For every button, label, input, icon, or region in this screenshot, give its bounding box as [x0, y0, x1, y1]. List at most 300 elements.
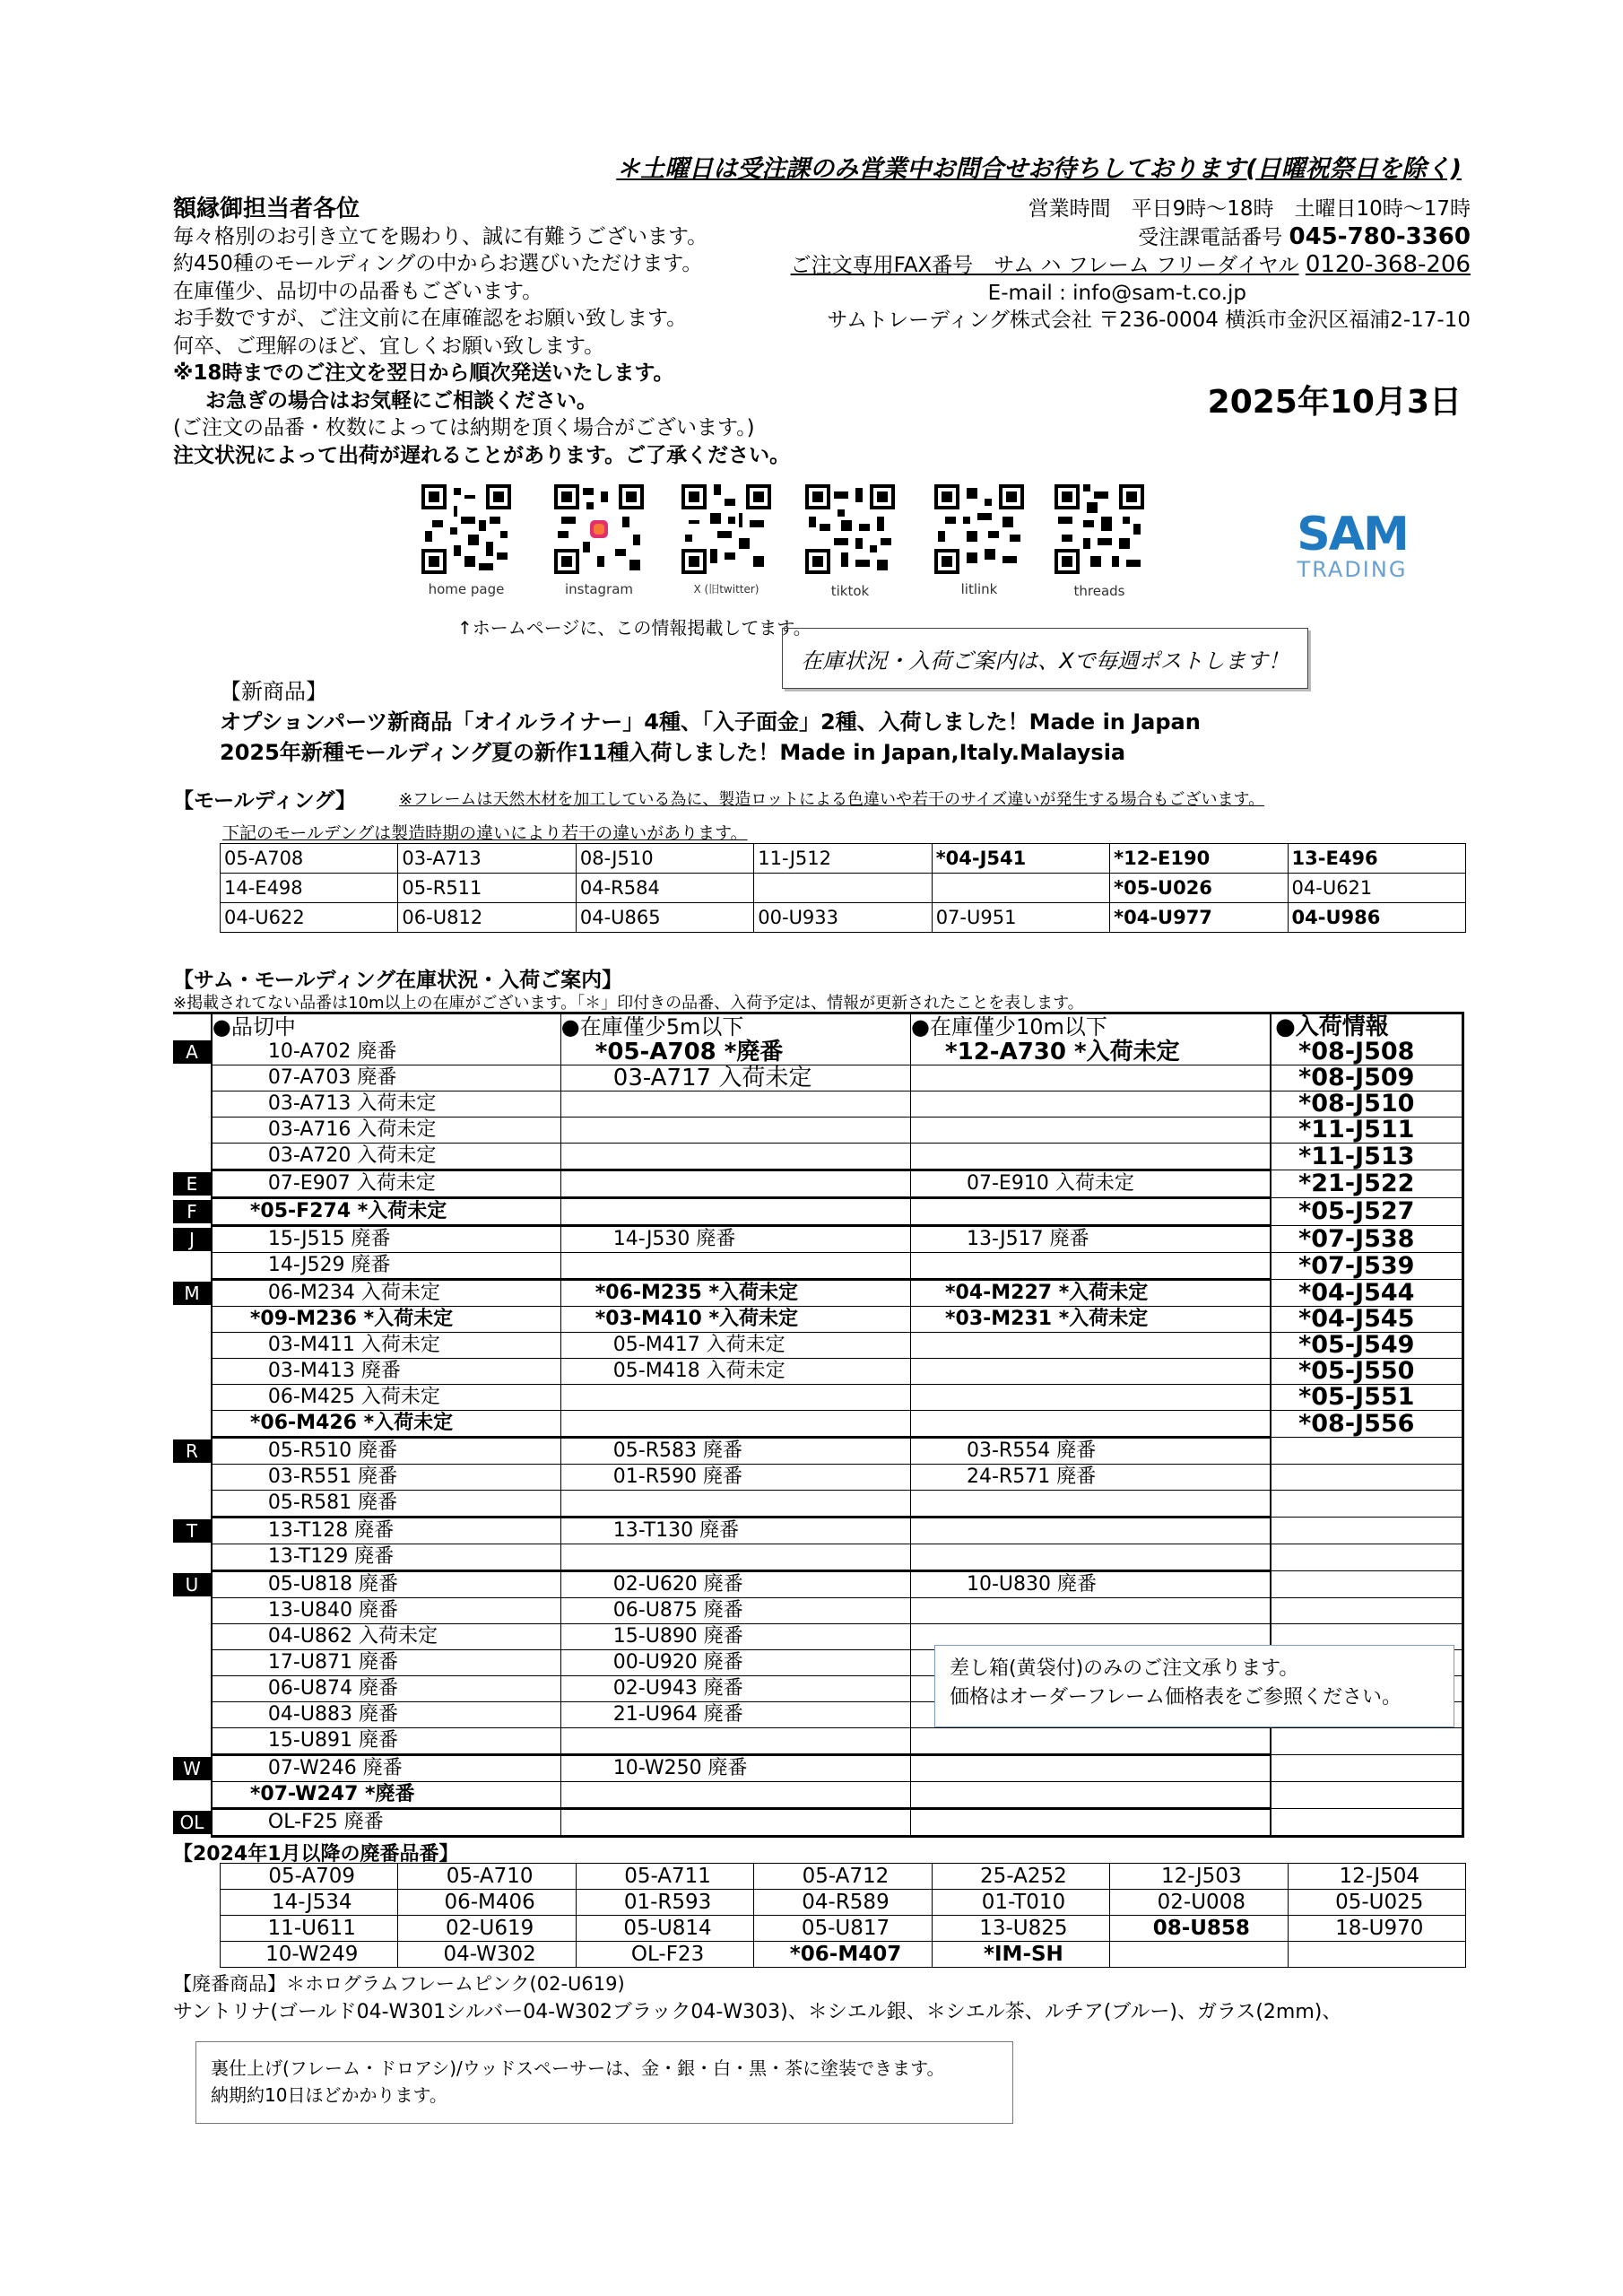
table-row: [221, 1890, 1466, 1916]
table-cell: 11-J512: [754, 844, 932, 874]
qr-code-icon: [421, 484, 511, 574]
table-row: [173, 1198, 1463, 1226]
table-row: [173, 1144, 1463, 1170]
stock-5m-cell: [560, 1728, 910, 1755]
qr-label: litlink: [960, 581, 998, 597]
qr-x[interactable]: [681, 484, 771, 578]
table-cell: 05-A708: [221, 844, 398, 874]
stock-5m-cell: 15-U890 廃番: [560, 1624, 910, 1650]
group-letter-cell: [173, 1307, 212, 1333]
table-cell: 14-J534: [221, 1890, 398, 1916]
arrival-cell: [1271, 1728, 1462, 1755]
table-cell: *04-J541: [932, 844, 1109, 874]
qr-label: instagram: [564, 581, 634, 597]
table-cell: 04-R584: [576, 874, 753, 903]
qr-label: tiktok: [830, 583, 870, 599]
table-cell: 05-A710: [398, 1864, 576, 1890]
greeting-line: お手数ですが、ご注文前に在庫確認をお願い致します。: [173, 307, 688, 330]
stock-out-cell: 10-A702 廃番: [212, 1039, 560, 1065]
x-post-note: 在庫状況・入荷ご案内は、Xで毎週ポストします！: [782, 628, 1308, 689]
stock-10m-cell: 07-E910 入荷未定: [911, 1170, 1271, 1198]
group-letter: R: [173, 1439, 211, 1463]
table-cell: 00-U933: [754, 903, 932, 933]
arrival-cell: *04-J544: [1271, 1280, 1462, 1307]
discontinued-heading: 【2024年1月以降の廃番品番】: [173, 1843, 459, 1866]
molding-note: ※フレームは天然木材を加工している為に、製造ロットによる色違いや若干のサイズ違いが発生する場合もございます。: [399, 790, 1265, 809]
stock-10m-cell: [911, 1198, 1271, 1226]
qr-label: home page: [428, 581, 505, 597]
arrival-cell: [1271, 1598, 1462, 1624]
group-letter-cell: [173, 1065, 212, 1091]
saturday-notice: ＊土曜日は受注課のみ営業中お問合せお待ちしております(日曜祝祭日を除く): [616, 155, 1462, 183]
arrival-cell: [1271, 1491, 1462, 1518]
group-letter-cell: [173, 1702, 212, 1728]
new-products-line: オプションパーツ新商品「オイルライナー」4種、「入子面金」2種、入荷しました！Made in Japan: [220, 709, 1201, 735]
arrival-cell: [1271, 1438, 1462, 1465]
stock-10m-cell: [911, 1598, 1271, 1624]
arrival-cell: *08-J510: [1271, 1091, 1462, 1118]
stock-header-row: [173, 1013, 1463, 1040]
stock-5m-cell: 05-M418 入荷未定: [560, 1359, 910, 1385]
stock-5m-cell: [560, 1253, 910, 1280]
stock-5m-cell: [560, 1170, 910, 1198]
stock-10m-cell: 24-R571 廃番: [911, 1465, 1271, 1491]
discontinued-table: [220, 1863, 1466, 1968]
group-letter-cell: [173, 1198, 212, 1226]
stock-5m-cell: 06-U875 廃番: [560, 1598, 910, 1624]
arrival-cell: [1271, 1809, 1462, 1837]
arrival-cell: *05-J551: [1271, 1385, 1462, 1411]
greeting-line: 在庫僅少、品切中の品番もございます。: [173, 279, 543, 303]
table-row: [173, 1465, 1463, 1491]
group-letter: T: [173, 1519, 211, 1543]
qr-label: threads: [1073, 583, 1125, 599]
stock-5m-cell: 05-R583 廃番: [560, 1438, 910, 1465]
stock-10m-cell: [911, 1385, 1271, 1411]
finish-line: 裏仕上げ(フレーム・ドロアシ)/ウッドスペーサーは、金・銀・白・黒・茶に塗装できます。: [211, 2057, 945, 2079]
qr-code-icon: [681, 484, 771, 574]
greeting-line: 約450種のモールディングの中からお選びいただけます。: [173, 252, 703, 275]
qr-tiktok[interactable]: [805, 484, 895, 578]
table-cell: 04-U621: [1288, 874, 1465, 903]
group-letter-cell: [173, 1039, 212, 1065]
table-cell: *06-M407: [754, 1942, 932, 1968]
table-row: [173, 1039, 1463, 1065]
stock-10m-cell: [911, 1782, 1271, 1809]
stock-10m-cell: [911, 1755, 1271, 1782]
greeting-line: 何卒、ご理解のほど、宜しくお願い致します。: [173, 334, 605, 358]
table-cell: [754, 874, 932, 903]
table-cell: *04-U977: [1110, 903, 1288, 933]
qr-label: X (旧twitter): [693, 583, 759, 596]
stock-out-cell: 03-A713 入荷未定: [212, 1091, 560, 1118]
stock-5m-cell: [560, 1144, 910, 1170]
group-letter-cell: [173, 1544, 212, 1571]
table-cell: 06-M406: [398, 1890, 576, 1916]
stock-out-cell: 03-A720 入荷未定: [212, 1144, 560, 1170]
qr-code-icon: [805, 484, 895, 574]
table-cell: 02-U008: [1110, 1890, 1288, 1916]
table-cell: 18-U970: [1288, 1916, 1465, 1942]
finish-line: 納期約10日ほどかかります。: [211, 2084, 447, 2106]
greeting-line: 毎々格別のお引き立てを賜わり、誠に有難うございます。: [173, 224, 708, 248]
discontinued-products-list: サントリナ(ゴールド04-W301シルバー04-W302ブラック04-W303)、＊シエル銀、＊シエル茶、ルチア(ブルー)、ガラス(2mm)、: [173, 2001, 1342, 2023]
table-row: [173, 1065, 1463, 1091]
stock-out-cell: 13-T128 廃番: [212, 1518, 560, 1544]
stock-out-cell: *06-M426 *入荷未定: [212, 1411, 560, 1438]
table-row: [173, 1438, 1463, 1465]
arrival-cell: *11-J511: [1271, 1118, 1462, 1144]
new-products: [220, 676, 1201, 768]
table-cell: [1288, 1942, 1465, 1968]
stock-out-cell: 04-U862 入荷未定: [212, 1624, 560, 1650]
stock-out-cell: OL-F25 廃番: [212, 1809, 560, 1837]
order-phone: [789, 223, 1471, 252]
qr-row: [404, 484, 1175, 601]
delivery-note: (ご注文の品番・枚数によっては納期を頂く場合がございます。): [173, 416, 755, 439]
group-letter-cell: [173, 1091, 212, 1118]
stock-5m-cell: 13-T130 廃番: [560, 1518, 910, 1544]
table-cell: 01-R593: [576, 1890, 753, 1916]
table-cell: 03-A713: [398, 844, 576, 874]
stock-out-cell: *05-F274 *入荷未定: [212, 1198, 560, 1226]
stock-out-cell: 06-M425 入荷未定: [212, 1385, 560, 1411]
fax-label: ご注文専用FAX番号 サム ハ フレーム フリーダイヤル: [790, 254, 1299, 277]
table-row: [173, 1118, 1463, 1144]
logo-text: TRADING: [1297, 557, 1408, 582]
stock-10m-cell: [911, 1728, 1271, 1755]
table-row: [173, 1598, 1463, 1624]
stock-5m-cell: [560, 1809, 910, 1837]
table-cell: 12-J503: [1110, 1864, 1288, 1890]
group-letter: M: [173, 1282, 211, 1305]
molding-subnote: 下記のモールデングは製造時期の違いにより若干の違いがあります。: [222, 823, 748, 843]
arrival-cell: *04-J545: [1271, 1307, 1462, 1333]
contact-block: [789, 196, 1471, 335]
table-row: [173, 1226, 1463, 1253]
qr-instagram[interactable]: [554, 484, 644, 578]
stock-10m-cell: [911, 1544, 1271, 1571]
group-letter: E: [173, 1172, 211, 1196]
table-cell: 05-A711: [576, 1864, 753, 1890]
stock-out-cell: 03-A716 入荷未定: [212, 1118, 560, 1144]
table-row: [173, 1755, 1463, 1782]
table-cell: 04-U622: [221, 903, 398, 933]
group-letter-cell: [173, 1013, 212, 1040]
logo-mark: SAM: [1297, 508, 1408, 561]
stock-10m-cell: *12-A730 *入荷未定: [911, 1039, 1271, 1065]
stock-out-cell: 03-M413 廃番: [212, 1359, 560, 1385]
table-row: [173, 1544, 1463, 1571]
table-cell: *IM-SH: [932, 1942, 1109, 1968]
stock-5m-cell: [560, 1198, 910, 1226]
table-row: [173, 1491, 1463, 1518]
table-cell: 25-A252: [932, 1864, 1109, 1890]
phone-number[interactable]: 045-780-3360: [1289, 222, 1471, 250]
group-letter-cell: [173, 1755, 212, 1782]
group-letter-cell: [173, 1676, 212, 1702]
stock-10m-cell: [911, 1491, 1271, 1518]
group-letter-cell: [173, 1226, 212, 1253]
stock-10m-cell: [911, 1144, 1271, 1170]
qr-code-icon: [934, 484, 1024, 574]
stock-5m-cell: [560, 1491, 910, 1518]
table-row: [221, 874, 1466, 903]
group-letter: A: [173, 1040, 211, 1064]
table-row: [221, 1942, 1466, 1968]
group-letter-cell: [173, 1253, 212, 1280]
stock-out-cell: 14-J529 廃番: [212, 1253, 560, 1280]
order-fax: [789, 251, 1471, 280]
stock-out-cell: 04-U883 廃番: [212, 1702, 560, 1728]
stock-out-cell: 13-U840 廃番: [212, 1598, 560, 1624]
sashibako-line: 差し箱(黄袋付)のみのご注文承ります。: [950, 1657, 1299, 1680]
group-letter-cell: [173, 1782, 212, 1809]
col-header-under-5m: ●在庫僅少5m以下: [560, 1013, 910, 1040]
table-cell: 04-U865: [576, 903, 753, 933]
stock-10m-cell: [911, 1333, 1271, 1359]
table-cell: [1110, 1942, 1288, 1968]
table-row: [173, 1782, 1463, 1809]
finish-note: [195, 2041, 1013, 2124]
table-row: [221, 903, 1466, 933]
table-cell: 13-U825: [932, 1916, 1109, 1942]
arrival-cell: *05-J550: [1271, 1359, 1462, 1385]
arrival-cell: *08-J556: [1271, 1411, 1462, 1438]
stock-10m-cell: 10-U830 廃番: [911, 1571, 1271, 1598]
group-letter-cell: [173, 1118, 212, 1144]
table-cell: 05-U817: [754, 1916, 932, 1942]
stock-5m-cell: 14-J530 廃番: [560, 1226, 910, 1253]
group-letter-cell: [173, 1438, 212, 1465]
urgent-note: お急ぎの場合はお気軽にご相談ください。: [205, 388, 597, 413]
table-cell: *12-E190: [1110, 844, 1288, 874]
stock-5m-cell: 10-W250 廃番: [560, 1755, 910, 1782]
arrival-cell: *08-J508: [1271, 1039, 1462, 1065]
table-row: [173, 1809, 1463, 1837]
qr-code-icon: [1055, 484, 1144, 574]
stock-5m-cell: [560, 1118, 910, 1144]
arrival-cell: [1271, 1755, 1462, 1782]
table-row: [173, 1280, 1463, 1307]
stock-5m-cell: *03-M410 *入荷未定: [560, 1307, 910, 1333]
table-row: [173, 1333, 1463, 1359]
table-cell: [932, 874, 1109, 903]
group-letter-cell: [173, 1170, 212, 1198]
group-letter: W: [173, 1757, 211, 1780]
table-cell: OL-F23: [576, 1942, 753, 1968]
stock-out-cell: 05-U818 廃番: [212, 1571, 560, 1598]
stock-5m-cell: 02-U620 廃番: [560, 1571, 910, 1598]
stock-5m-cell: 21-U964 廃番: [560, 1702, 910, 1728]
molding-table: [220, 843, 1466, 933]
group-letter: U: [173, 1573, 211, 1596]
table-row: [173, 1411, 1463, 1438]
stock-out-cell: 15-J515 廃番: [212, 1226, 560, 1253]
table-cell: 07-U951: [932, 903, 1109, 933]
stock-5m-cell: 03-A717 入荷未定: [560, 1065, 910, 1091]
new-products-line: 2025年新種モールディング夏の新作11種入荷しました！Made in Japan,Italy.Malaysia: [220, 740, 1126, 765]
stock-5m-cell: [560, 1091, 910, 1118]
stock-5m-cell: 05-M417 入荷未定: [560, 1333, 910, 1359]
table-row: [173, 1170, 1463, 1198]
stock-out-cell: 03-M411 入荷未定: [212, 1333, 560, 1359]
stock-out-cell: 07-W246 廃番: [212, 1755, 560, 1782]
table-row: [173, 1091, 1463, 1118]
business-hours: 営業時間 平日9時～18時 土曜日10時～17時: [1028, 197, 1471, 221]
stock-10m-cell: 13-J517 廃番: [911, 1226, 1271, 1253]
table-row: [221, 1864, 1466, 1890]
table-row: [173, 1307, 1463, 1333]
arrival-cell: *07-J538: [1271, 1226, 1462, 1253]
delay-note: 注文状況によって出荷が遅れることがあります。ご了承ください。: [173, 443, 791, 467]
group-letter: F: [173, 1200, 211, 1223]
stock-out-cell: 13-T129 廃番: [212, 1544, 560, 1571]
arrival-cell: [1271, 1465, 1462, 1491]
arrival-cell: *05-J549: [1271, 1333, 1462, 1359]
table-cell: 13-E496: [1288, 844, 1465, 874]
stock-5m-cell: 00-U920 廃番: [560, 1650, 910, 1676]
group-letter-cell: [173, 1359, 212, 1385]
group-letter-cell: [173, 1144, 212, 1170]
company-address: サムトレーディング株式会社 〒236-0004 横浜市金沢区福浦2-17-10: [827, 309, 1471, 332]
table-row: [173, 1728, 1463, 1755]
group-letter-cell: [173, 1465, 212, 1491]
stock-10m-cell: 03-R554 廃番: [911, 1438, 1271, 1465]
table-row: [221, 844, 1466, 874]
table-row: [221, 1916, 1466, 1942]
group-letter-cell: [173, 1809, 212, 1837]
group-letter-cell: [173, 1571, 212, 1598]
stock-10m-cell: [911, 1518, 1271, 1544]
table-cell: 04-R589: [754, 1890, 932, 1916]
group-letter-cell: [173, 1411, 212, 1438]
table-cell: 05-A709: [221, 1864, 398, 1890]
stock-10m-cell: [911, 1411, 1271, 1438]
table-cell: 08-J510: [576, 844, 753, 874]
greeting-block: [173, 196, 890, 469]
phone-label: 受注課電話番号: [1138, 225, 1283, 249]
homepage-note: ↑ホームページに、この情報掲載してます。: [457, 617, 812, 639]
arrival-cell: [1271, 1782, 1462, 1809]
table-cell: 05-U814: [576, 1916, 753, 1942]
arrival-cell: *21-J522: [1271, 1170, 1462, 1198]
table-cell: 10-W249: [221, 1942, 398, 1968]
table-row: [173, 1359, 1463, 1385]
group-letter: J: [173, 1228, 211, 1251]
arrival-cell: *07-J539: [1271, 1253, 1462, 1280]
qr-home[interactable]: [421, 484, 511, 578]
stock-out-cell: 05-R510 廃番: [212, 1438, 560, 1465]
group-letter-cell: [173, 1385, 212, 1411]
arrival-cell: *11-J513: [1271, 1144, 1462, 1170]
stock-out-cell: 06-U874 廃番: [212, 1676, 560, 1702]
stock-10m-cell: [911, 1091, 1271, 1118]
shipping-note: ※18時までのご注文を翌日から順次発送いたします。: [173, 361, 674, 385]
email[interactable]: E-mail : info@sam-t.co.jp: [987, 281, 1246, 305]
arrival-cell: [1271, 1571, 1462, 1598]
issue-date: 2025年10月3日: [1207, 384, 1462, 421]
group-letter-cell: [173, 1518, 212, 1544]
stock-out-cell: 07-E907 入荷未定: [212, 1170, 560, 1198]
table-cell: 04-W302: [398, 1942, 576, 1968]
table-cell: 08-U858: [1110, 1916, 1288, 1942]
table-cell: 14-E498: [221, 874, 398, 903]
stock-5m-cell: [560, 1385, 910, 1411]
stock-10m-cell: *03-M231 *入荷未定: [911, 1307, 1271, 1333]
table-cell: 12-J504: [1288, 1864, 1465, 1890]
stock-out-cell: 05-R581 廃番: [212, 1491, 560, 1518]
group-letter-cell: [173, 1491, 212, 1518]
arrival-cell: *08-J509: [1271, 1065, 1462, 1091]
col-header-arrival-info: ●入荷情報: [1271, 1013, 1462, 1040]
table-row: [173, 1518, 1463, 1544]
arrival-cell: [1271, 1518, 1462, 1544]
arrival-cell: *05-J527: [1271, 1198, 1462, 1226]
stock-note: ※掲載されてない品番は10m以上の在庫がございます。「＊」印付きの品番、入荷予定は、情報が更新されたことを表します。: [173, 994, 1084, 1013]
group-letter: OL: [173, 1811, 211, 1834]
stock-5m-cell: 02-U943 廃番: [560, 1676, 910, 1702]
qr-threads[interactable]: [1055, 484, 1144, 578]
col-header-out-of-stock: ●品切中: [212, 1013, 560, 1040]
table-cell: 06-U812: [398, 903, 576, 933]
stock-out-cell: 07-A703 廃番: [212, 1065, 560, 1091]
stock-out-cell: *09-M236 *入荷未定: [212, 1307, 560, 1333]
stock-5m-cell: [560, 1782, 910, 1809]
stock-10m-cell: [911, 1809, 1271, 1837]
sam-trading-logo: [1289, 508, 1415, 582]
stock-5m-cell: *05-A708 *廃番: [560, 1039, 910, 1065]
stock-10m-cell: [911, 1359, 1271, 1385]
qr-code-icon: [554, 484, 644, 574]
stock-10m-cell: [911, 1065, 1271, 1091]
qr-litlink[interactable]: [934, 484, 1024, 578]
stock-10m-cell: *04-M227 *入荷未定: [911, 1280, 1271, 1307]
group-letter-cell: [173, 1333, 212, 1359]
new-products-heading: 【新商品】: [220, 679, 327, 704]
stock-out-cell: 17-U871 廃番: [212, 1650, 560, 1676]
stock-5m-cell: *06-M235 *入荷未定: [560, 1280, 910, 1307]
stock-heading: 【サム・モールディング在庫状況・入荷ご案内】: [173, 969, 623, 992]
stock-5m-cell: [560, 1411, 910, 1438]
group-letter-cell: [173, 1598, 212, 1624]
table-cell: 04-U986: [1288, 903, 1465, 933]
group-letter-cell: [173, 1650, 212, 1676]
stock-out-cell: 06-M234 入荷未定: [212, 1280, 560, 1307]
stock-5m-cell: [560, 1544, 910, 1571]
arrival-cell: [1271, 1544, 1462, 1571]
group-letter-cell: [173, 1624, 212, 1650]
table-cell: 01-T010: [932, 1890, 1109, 1916]
stock-out-cell: *07-W247 *廃番: [212, 1782, 560, 1809]
table-cell: 05-A712: [754, 1864, 932, 1890]
sashibako-line: 価格はオーダーフレーム価格表をご参照ください。: [950, 1686, 1402, 1709]
col-header-under-10m: ●在庫僅少10m以下: [911, 1013, 1271, 1040]
discontinued-products: 【廃番商品】＊ホログラムフレームピンク(02-U619): [173, 1973, 625, 1995]
table-row: [173, 1253, 1463, 1280]
fax-number[interactable]: 0120-368-206: [1305, 251, 1471, 278]
table-row: [173, 1571, 1463, 1598]
molding-heading: 【モールディング】: [173, 789, 357, 813]
stock-10m-cell: [911, 1118, 1271, 1144]
stock-out-cell: 03-R551 廃番: [212, 1465, 560, 1491]
group-letter-cell: [173, 1728, 212, 1755]
stock-out-cell: 15-U891 廃番: [212, 1728, 560, 1755]
group-letter-cell: [173, 1280, 212, 1307]
stock-10m-cell: [911, 1253, 1271, 1280]
table-cell: 02-U619: [398, 1916, 576, 1942]
table-cell: 05-U025: [1288, 1890, 1465, 1916]
